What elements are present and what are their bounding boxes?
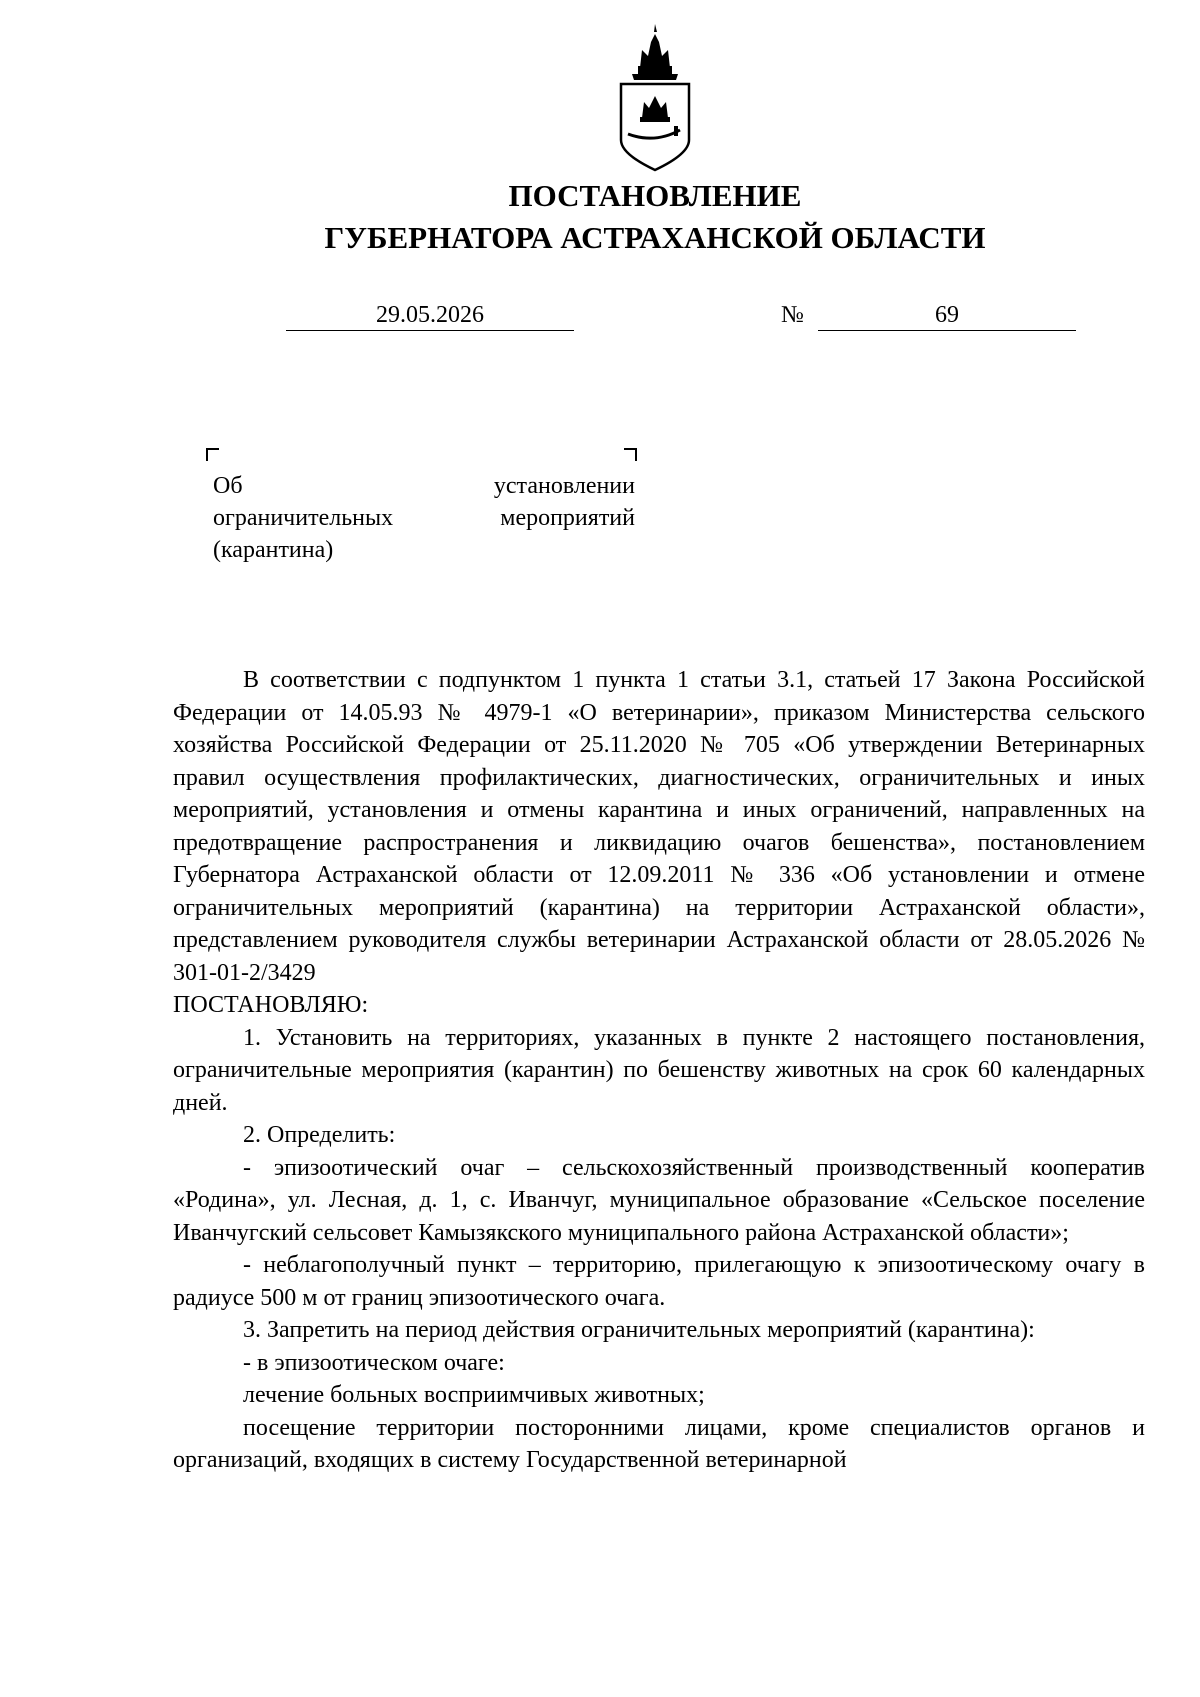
document-number: 69	[818, 300, 1076, 331]
issuer-title: ГУБЕРНАТОРА АСТРАХАНСКОЙ ОБЛАСТИ	[324, 220, 986, 255]
item-1-paragraph: 1. Установить на территориях, указанных в пункте 2 настоящего постановления, ограничительные мероприятия (карантин) по бешенству животных на срок 60 календарных дней.	[173, 1024, 1145, 1116]
number-sign: №	[781, 302, 804, 328]
item-2-unfavorable-point-paragraph: - неблагополучный пункт – территорию, прилегающую к эпизоотическому очагу в радиусе 500 м от границ эпизоотического очага.	[173, 1252, 1145, 1311]
document-body	[173, 664, 1145, 1477]
document-type-title: ПОСТАНОВЛЕНИЕ	[508, 178, 802, 213]
document-subject	[213, 470, 635, 566]
subject-line: (карантина)	[213, 537, 334, 563]
preamble-paragraph: В соответствии с подпунктом 1 пункта 1 статьи 3.1, статьей 17 Закона Российской Федерации от 14.05.93 № 4979-1 «О ветеринарии», приказом Министерства сельского хозяйства Российской Федерации от 25.11.2020 № 705 «Об утверждении Ветеринарных правил осуществления профилактических, диагностических, ограничительных и иных мероприятий, установления и отмены карантина и иных ограничений, направленных на предотвращение распространения и ликвидацию очагов бешенства», постановлением Губернатора Астраханской области от 12.09.2011 № 336 «Об установлении и отмене ограничительных мероприятий (карантина) на территории Астраханской области», представлением руководителя службы ветеринарии Астраханской области от 28.05.2026 № 301-01-2/3429	[173, 667, 1145, 986]
item-3-paragraph: 3. Запретить на период действия ограничительных мероприятий (карантина):	[243, 1317, 1035, 1343]
coat-of-arms-icon	[618, 22, 692, 172]
subject-word: мероприятий	[500, 505, 635, 531]
item-2-paragraph: 2. Определить:	[243, 1122, 396, 1148]
document-date: 29.05.2026	[286, 300, 574, 331]
decree-word: ПОСТАНОВЛЯЮ:	[173, 992, 369, 1018]
item-2-focus-paragraph: - эпизоотический очаг – сельскохозяйственный производственный кооператив «Родина», ул. Лесная, д. 1, с. Иванчуг, муниципальное образование «Сельское поселение Иванчугский сельсовет Камызякского муниципального района Астраханской области»;	[173, 1154, 1145, 1246]
subject-word: Об	[213, 473, 243, 499]
subject-word: ограничительных	[213, 505, 394, 531]
subject-right-corner-mark	[624, 448, 637, 461]
item-3-visits-paragraph: посещение территории посторонними лицами, кроме специалистов органов и организаций, входящих в систему Государственной ветеринарной	[173, 1414, 1145, 1473]
item-3-treatment-paragraph: лечение больных восприимчивых животных;	[243, 1382, 705, 1408]
subject-word: установлении	[493, 473, 635, 499]
subject-left-corner-mark	[206, 448, 219, 461]
subject-line	[213, 502, 635, 534]
item-3-in-focus-paragraph: - в эпизоотическом очаге:	[243, 1349, 505, 1376]
subject-line	[213, 470, 635, 502]
